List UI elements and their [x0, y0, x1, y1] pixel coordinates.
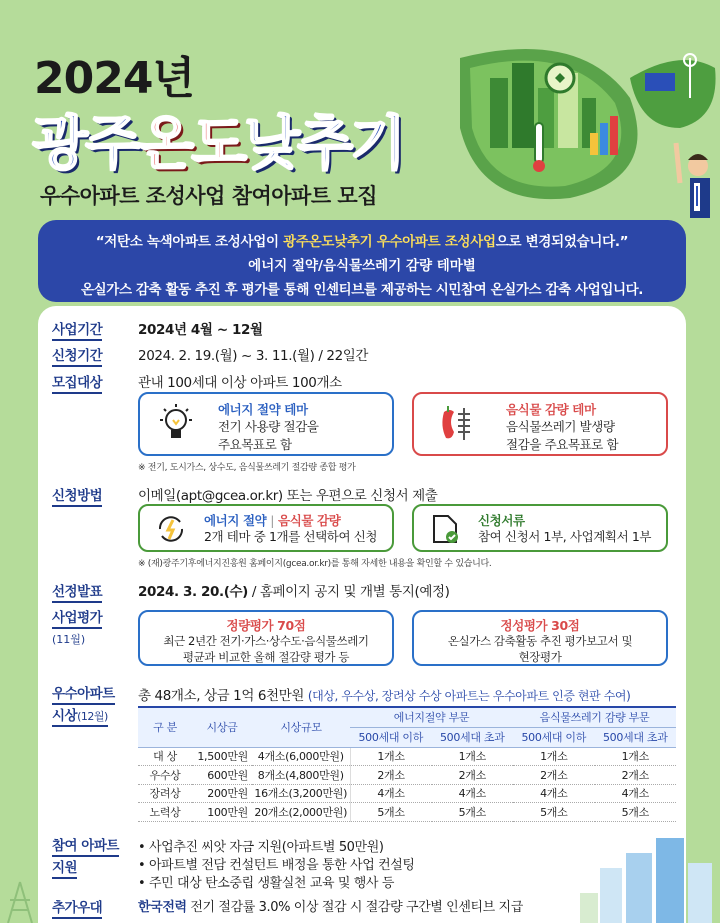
- apply-period-label: 신청기간: [52, 344, 102, 367]
- announce-value: 2024. 3. 20.(수) / 홈페이지 공지 및 개별 통지(예정): [138, 584, 450, 600]
- th-food: 음식물쓰레기 감량 부문: [513, 707, 676, 727]
- header: [0, 0, 720, 220]
- awards-table: [138, 706, 676, 822]
- table-row: 노력상 100만원 20개소(2,000만원) 5개소 5개소 5개소 5개소: [138, 803, 676, 822]
- target-value: 관내 100세대 이상 아파트 100개소: [138, 375, 342, 391]
- page-subtitle: 우수아파트 조성사업 참여아파트 모집: [40, 184, 378, 208]
- energy-theme-title: 에너지 절약 테마: [218, 402, 308, 417]
- content-panel: [38, 306, 686, 923]
- docs-box: [412, 504, 668, 552]
- title-part-3: 낮추기: [244, 109, 404, 177]
- th-prize: 시상금: [192, 707, 252, 747]
- food-theme-title: 음식물 감량 테마: [506, 402, 596, 417]
- support-item-1: • 사업추진 씨앗 자금 지원(아파트별 50만원): [138, 840, 384, 855]
- theme-select-title: 에너지 절약 | 음식물 감량: [204, 513, 341, 528]
- table-row: 대 상 1,500만원 4개소(6,000만원) 1개소 1개소 1개소 1개소: [138, 747, 676, 766]
- qual-eval-line-2: 현장평가: [518, 650, 562, 664]
- method-note: ※ (재)광주기후에너지진흥원 홈페이지(gcea.or.kr)를 통해 자세한 내용을 확인할 수 있습니다.: [138, 559, 492, 569]
- theme-select-box: [138, 504, 394, 552]
- apply-period-value: 2024. 2. 19.(월) ~ 3. 11.(월) / 22일간: [138, 348, 369, 364]
- quant-eval-line-2: 평균과 비교한 올해 절감량 평가 등: [182, 650, 350, 664]
- th-energy: 에너지절약 부문: [350, 707, 513, 727]
- energy-refresh-icon: [154, 512, 188, 546]
- evaluation-sub: (11월): [52, 633, 86, 646]
- th-grade: 구 분: [138, 707, 192, 747]
- awards-label: 우수아파트: [52, 682, 115, 705]
- table-row: 우수상 600만원 8개소(4,800만원) 2개소 2개소 2개소 2개소: [138, 766, 676, 785]
- energy-theme-line-2: 주요목표로 함: [218, 437, 292, 452]
- awards-label-2: 시상(12월): [52, 704, 108, 727]
- announce-label: 선정발표: [52, 580, 102, 603]
- support-label: 참여 아파트: [52, 834, 119, 857]
- docs-title: 신청서류: [478, 513, 525, 528]
- title-part-1: 광주: [32, 109, 139, 177]
- quant-eval-line-1: 최근 2년간 전기·가스·상수도·음식물쓰레기: [163, 634, 369, 648]
- extra-label: 추가우대: [52, 896, 102, 919]
- year-heading: 2024년: [34, 53, 194, 104]
- method-value: 이메일(apt@gcea.or.kr) 또는 우편으로 신청서 제출: [138, 488, 438, 504]
- banner-line-2: 에너지 절약/음식물쓰레기 감량 테마별: [248, 258, 476, 274]
- period-value: 2024년 4월 ~ 12월: [138, 322, 263, 338]
- th-food-over: 500세대 초과: [595, 727, 677, 747]
- support-item-2: • 아파트별 전담 컨설턴트 배정을 통한 사업 컨설팅: [138, 858, 415, 873]
- document-icon: [428, 512, 462, 546]
- th-energy-over: 500세대 초과: [432, 727, 514, 747]
- energy-theme-line-1: 전기 사용량 절감을: [218, 419, 319, 434]
- power-tower-icon: [0, 880, 40, 923]
- evaluation-label: 사업평가: [52, 606, 102, 629]
- eco-city-illustration: [440, 38, 720, 238]
- qual-eval-box: [412, 610, 668, 666]
- docs-desc: 참여 신청서 1부, 사업계획서 1부: [478, 529, 652, 544]
- support-item-3: • 주민 대상 탄소중립 생활실천 교육 및 행사 등: [138, 876, 394, 891]
- lightbulb-icon: [154, 402, 198, 446]
- extra-value: 한국전력 전기 절감률 3.0% 이상 절감 시 절감량 구간별 인센티브 지급: [138, 900, 523, 915]
- target-label: 모집대상: [52, 371, 102, 394]
- qual-eval-title: 정성평가 30점: [500, 618, 580, 633]
- food-theme-line-2: 절감을 주요목표로 함: [506, 437, 619, 452]
- banner-highlight: 광주온도낮추기 우수아파트 조성사업: [283, 234, 496, 250]
- support-label-2: 지원: [52, 856, 77, 879]
- th-food-under: 500세대 이하: [513, 727, 595, 747]
- page-title: [32, 96, 403, 180]
- method-label: 신청방법: [52, 484, 102, 507]
- awards-summary: 총 48개소, 상금 1억 6천만원 (대상, 우수상, 장려상 수상 아파트는 우수아파트 인증 현판 수여): [138, 688, 631, 704]
- food-waste-icon: [434, 402, 478, 446]
- table-row: 장려상 200만원 16개소(3,200만원) 4개소 4개소 4개소 4개소: [138, 784, 676, 803]
- intro-banner: [38, 220, 686, 302]
- period-label: 사업기간: [52, 318, 102, 341]
- theme-select-desc: 2개 테마 중 1개를 선택하여 신청: [204, 529, 378, 544]
- th-energy-under: 500세대 이하: [350, 727, 432, 747]
- food-theme-box: [412, 392, 668, 456]
- banner-line-3: 온실가스 감축 활동 추진 후 평가를 통해 인센티브를 제공하는 시민참여 온실가스 감축 사업입니다.: [81, 282, 643, 298]
- quant-eval-title: 정량평가 70점: [226, 618, 306, 633]
- quant-eval-box: [138, 610, 394, 666]
- title-part-2: 온도: [138, 109, 245, 177]
- target-note: ※ 전기, 도시가스, 상수도, 음식물쓰레기 절감량 종합 평가: [138, 463, 356, 473]
- th-scale: 시상규모: [252, 707, 350, 747]
- qual-eval-line-1: 온실가스 감축활동 추진 평가보고서 및: [447, 634, 633, 648]
- energy-theme-box: [138, 392, 394, 456]
- banner-quote: “저탄소 녹색아파트 조성사업이 광주온도낮추기 우수아파트 조성사업으로 변경되었습니다.”: [95, 234, 629, 250]
- food-theme-line-1: 음식물쓰레기 발생량: [506, 419, 615, 434]
- city-skyline-illustration: [580, 838, 720, 923]
